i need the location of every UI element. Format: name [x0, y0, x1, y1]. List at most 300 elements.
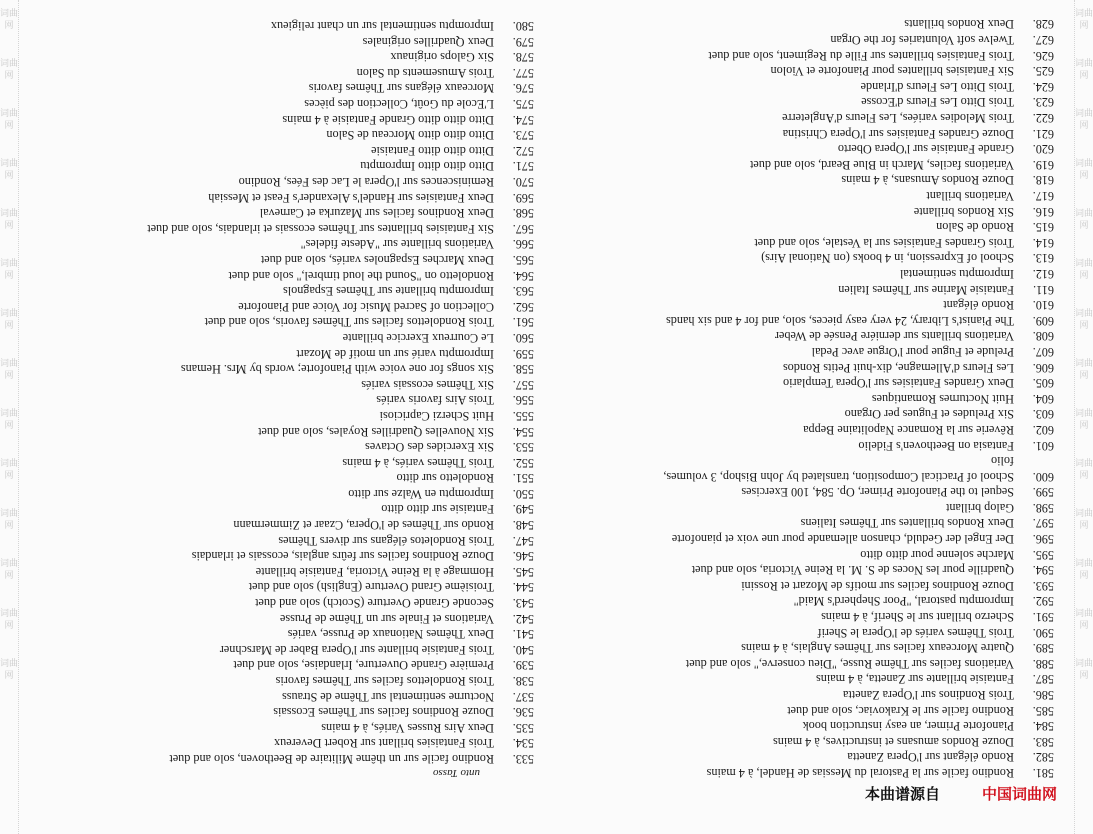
- opus-number: 612.: [1032, 267, 1054, 281]
- work-title: Trois Fantaisies brillant sur Robert Devereux: [274, 736, 494, 751]
- opus-number: 553.: [512, 440, 534, 455]
- opus-number: 535.: [512, 720, 534, 735]
- opus-number: 533.: [512, 752, 534, 766]
- opus-number: 598.: [1032, 500, 1054, 515]
- opus-number: 606.: [1032, 360, 1054, 375]
- opus-number: 546.: [512, 549, 534, 564]
- opus-number: [1014, 453, 1054, 469]
- catalogue-entry: [534, 219, 1054, 235]
- work-title: Trois Grandes Fantaisies sur la Vestale, solo and duet: [754, 235, 1014, 250]
- opus-number: 536.: [512, 705, 534, 720]
- edge-watermark-mark: 词曲网: [0, 609, 19, 631]
- work-title: Deux Thêmes Nationaux de Prusse, variés: [287, 627, 494, 642]
- opus-number: 554.: [512, 424, 534, 439]
- work-title: Ditto ditto ditto Grande Fantaisie à 4 mains: [282, 112, 494, 127]
- catalogue-entry: [14, 111, 534, 127]
- work-title: Deux Airs Russes Variés, à 4 mains: [321, 720, 494, 735]
- work-title: Scherzo brillant sur le Sherif, à 4 mains: [821, 610, 1014, 625]
- opus-number: 542.: [512, 611, 534, 626]
- opus-number: 582.: [1032, 750, 1054, 765]
- edge-watermark-mark: 词曲网: [1075, 159, 1093, 181]
- catalogue-entry: [534, 749, 1054, 765]
- catalogue-entry: [534, 172, 1054, 188]
- opus-number: 593.: [1032, 578, 1054, 593]
- catalogue-entry: [534, 32, 1054, 48]
- catalogue-entry: [534, 297, 1054, 313]
- catalogue-entry: [534, 63, 1054, 79]
- catalogue-entry: [14, 719, 534, 735]
- opus-number: 599.: [1032, 485, 1054, 500]
- catalogue-entry: [14, 345, 534, 361]
- catalogue-entry: [534, 624, 1054, 640]
- opus-number: 538.: [512, 674, 534, 689]
- work-title: Six Galops originaux: [390, 50, 494, 65]
- catalogue-entry: [534, 78, 1054, 94]
- opus-number: 596.: [1032, 532, 1054, 547]
- catalogue-entry: [534, 359, 1054, 375]
- work-title: Twelve soft Voluntaries for the Organ: [830, 33, 1014, 48]
- opus-number: 575.: [512, 97, 534, 112]
- edge-watermark-mark: 词曲网: [1075, 559, 1093, 581]
- work-title: Deux Quadrilles originales: [362, 34, 494, 49]
- opus-number: 619.: [1032, 157, 1054, 172]
- work-title: Ditto ditto ditto Impromptu: [360, 159, 494, 174]
- work-title: Der Engel der Geduld, chanson allemande pour une voix et pianoforte: [671, 532, 1014, 547]
- opus-number: 569.: [512, 190, 534, 205]
- opus-number: 565.: [512, 253, 534, 267]
- work-title: Deux Marches Espagnoles variés, solo and duet: [260, 253, 494, 267]
- opus-number: 626.: [1032, 48, 1054, 63]
- catalogue-entry: [534, 515, 1054, 531]
- opus-number: 605.: [1032, 376, 1054, 391]
- work-title: Variations brillante sur "Adeste fideles": [300, 237, 494, 252]
- edge-watermark-mark: 词曲网: [0, 459, 19, 481]
- work-title: Rondino facile sur le Krakoviac, solo and duet: [787, 703, 1014, 718]
- work-title: Variations brillants sur derniére Pensée de Weber: [774, 329, 1014, 344]
- work-title: School of Practical Composition, translated by John Bishop, 3 volumes,: [663, 469, 1014, 484]
- opus-number: 547.: [512, 533, 534, 548]
- work-title: Les Fleurs d'Allemagne, dix-huit Petits Rondos: [782, 360, 1014, 375]
- work-title: Six Rondos brillante: [913, 204, 1014, 219]
- work-title: Trois Fantaisies brillantes sur Fille du Regiment, solo and duet: [708, 48, 1014, 63]
- work-title: Galop brillant: [945, 500, 1014, 515]
- opus-number: 589.: [1032, 641, 1054, 656]
- edge-watermark-mark: 词曲网: [1075, 209, 1093, 231]
- edge-watermark-mark: 词曲网: [0, 259, 19, 281]
- opus-number: 592.: [1032, 594, 1054, 609]
- catalogue-entry: [14, 750, 534, 766]
- right-edge-watermark-strip: [1074, 0, 1093, 834]
- edge-watermark-mark: 词曲网: [1075, 509, 1093, 531]
- catalogue-entry: [534, 265, 1054, 281]
- work-title: Variations faciles, March in Blue Beard, solo and duet: [750, 157, 1014, 172]
- opus-number: 581.: [1032, 766, 1054, 780]
- catalogue-entry: [534, 593, 1054, 609]
- catalogue-entry: [14, 501, 534, 517]
- work-title: Quadrille pour les Noces de S. M. la Reine Victoria, solo and duet: [691, 563, 1014, 578]
- edge-watermark-mark: 词曲网: [0, 409, 19, 431]
- catalogue-entry: [534, 141, 1054, 157]
- catalogue-entry: [534, 312, 1054, 328]
- opus-number: 595.: [1032, 547, 1054, 562]
- catalogue-entry: [14, 298, 534, 314]
- work-title: Rondo sur Thêmes de l'Opera, Czaar et Zimmermann: [233, 518, 494, 533]
- edge-watermark-mark: 词曲网: [1075, 409, 1093, 431]
- opus-number: 572.: [512, 143, 534, 158]
- edge-watermark-mark: 词曲网: [0, 159, 19, 181]
- opus-number: 567.: [512, 221, 534, 236]
- catalogue-entry: [14, 626, 534, 642]
- opus-number: 539.: [512, 658, 534, 673]
- catalogue-entry: [14, 189, 534, 205]
- work-title: Fantaisie brillante sur Zanetta, à 4 mains: [816, 672, 1014, 687]
- catalogue-entry: [14, 267, 534, 283]
- edge-watermark-mark: 词曲网: [1075, 609, 1093, 631]
- work-title: Première Grande Ouverture, Irlandaise, solo and duet: [233, 658, 494, 673]
- work-title: Fantasia on Beethoven's Fidelio: [858, 438, 1014, 453]
- catalogue-entry: [534, 655, 1054, 671]
- catalogue-entry: [14, 641, 534, 657]
- catalogue-entry: [534, 499, 1054, 515]
- opus-number: 615.: [1032, 220, 1054, 235]
- catalogue-entry: [534, 16, 1054, 32]
- edge-watermark-mark: 词曲网: [1075, 309, 1093, 331]
- work-title: Trois Ditto Les Fleurs d'Ecosse: [861, 95, 1014, 110]
- catalogue-entry: [534, 640, 1054, 656]
- work-title: Le Courreux Exercice brillante: [342, 330, 494, 345]
- watermark-source-text: 本曲谱源自: [864, 785, 940, 803]
- catalogue-entry: [534, 546, 1054, 562]
- work-title: Douze Rondinos faciles sur Thêmes Ecossais: [273, 705, 494, 720]
- catalogue-entry: [534, 702, 1054, 718]
- catalogue-entry: [14, 407, 534, 423]
- catalogue-entry: [534, 47, 1054, 63]
- opus-number: 604.: [1032, 391, 1054, 406]
- work-title: Douze Grandes Fantaisies sur l'Opera Christina: [782, 126, 1014, 141]
- catalogue-entry: [534, 562, 1054, 578]
- catalogue-entry: [14, 392, 534, 408]
- work-title: Huit Nocturnes Romantiques: [871, 391, 1014, 406]
- work-title: Trois Thêmes variés de l'Opera le Sherif: [817, 625, 1014, 640]
- opus-number: 621.: [1032, 126, 1054, 141]
- work-title: Ditto ditto ditto Morceau de Salon: [326, 128, 494, 143]
- opus-number: 617.: [1032, 189, 1054, 204]
- opus-number: 566.: [512, 237, 534, 252]
- opus-number: 548.: [512, 518, 534, 533]
- edge-watermark-mark: 词曲网: [1075, 9, 1093, 31]
- work-title: Variations brillant: [926, 189, 1014, 204]
- edge-watermark-mark: 词曲网: [0, 659, 19, 681]
- opus-number: 551.: [512, 471, 534, 486]
- catalogue-entry: [14, 735, 534, 751]
- opus-number: 541.: [512, 627, 534, 642]
- work-title: Six Fantaisies brillantes pour Pianoforte et Violon: [770, 64, 1014, 79]
- opus-number: 550.: [512, 486, 534, 501]
- catalogue-entry: [14, 594, 534, 610]
- opus-number: 622.: [1032, 111, 1054, 126]
- edge-watermark-mark: 词曲网: [1075, 109, 1093, 131]
- continued-heading: unto Tasso: [433, 767, 480, 779]
- opus-number: 558.: [512, 362, 534, 377]
- catalogue-entry: [14, 158, 534, 174]
- opus-number: 616.: [1032, 204, 1054, 219]
- catalogue-entry: [534, 453, 1054, 469]
- opus-number: 555.: [512, 408, 534, 423]
- opus-number: 603.: [1032, 407, 1054, 422]
- catalogue-entry: [14, 454, 534, 470]
- catalogue-entry: [14, 142, 534, 158]
- opus-number: 573.: [512, 128, 534, 143]
- catalogue-entry: [14, 704, 534, 720]
- opus-number: 586.: [1032, 688, 1054, 703]
- catalogue-entry: [14, 610, 534, 626]
- work-title: Impromptu varié sur un motif de Mozart: [296, 346, 494, 361]
- opus-number: 585.: [1032, 703, 1054, 718]
- work-title: Six Nouvelles Quadrilles Royales, solo and duet: [258, 424, 494, 439]
- work-title: Rondo élégant: [943, 298, 1014, 313]
- catalogue-entry: [14, 220, 534, 236]
- work-title: Rondino facile sur un thême Militaire de Beethoven, solo and duet: [169, 752, 494, 766]
- catalogue-entry: [534, 250, 1054, 266]
- work-title: Fantaisie sur ditto ditto: [381, 502, 494, 517]
- work-title: Impromptu sentimental sur un chant religieux: [270, 19, 494, 34]
- catalogue-entry: [14, 33, 534, 49]
- catalogue-entry: [14, 314, 534, 330]
- catalogue-entry: [14, 95, 534, 111]
- work-title: Impromptu en Walze sur ditto: [348, 486, 494, 501]
- work-title: Rondoletto sur ditto: [396, 471, 494, 486]
- opus-number: 563.: [512, 284, 534, 299]
- work-title: Six Fantaisies brillantes sur Thêmes ecossais et irlandais, solo and duet: [147, 221, 494, 236]
- catalogue-entry: [534, 125, 1054, 141]
- opus-number: 600.: [1032, 469, 1054, 484]
- site-watermark: [865, 783, 1057, 804]
- edge-watermark-mark: 词曲网: [1075, 359, 1093, 381]
- work-title: Trois Ditto Les Fleurs d'Irlande: [860, 79, 1014, 94]
- opus-number: 577.: [512, 65, 534, 80]
- catalogue-entry: [534, 733, 1054, 749]
- work-title: Deux Grandes Fantaisies sur l'Opera Templario: [783, 376, 1014, 391]
- opus-number: 534.: [512, 736, 534, 751]
- catalogue-entry: [534, 390, 1054, 406]
- catalogue-entry: [534, 718, 1054, 734]
- catalogue-column-left: [534, 16, 1054, 780]
- work-title: Ditto ditto ditto Fantaisie: [371, 143, 494, 158]
- opus-number: 556.: [512, 393, 534, 408]
- opus-number: 601.: [1032, 438, 1054, 453]
- edge-watermark-mark: 词曲网: [0, 59, 19, 81]
- catalogue-entry: [14, 80, 534, 96]
- opus-number: 614.: [1032, 235, 1054, 250]
- catalogue-entry: [14, 361, 534, 377]
- catalogue-entry: [14, 329, 534, 345]
- work-title: Douze Rondinos faciles sur feûrs anglais, ecossais et irlandais: [191, 549, 494, 564]
- work-title: Rondo de Salon: [936, 220, 1014, 235]
- catalogue-entry: [14, 688, 534, 704]
- catalogue-entry: [534, 764, 1054, 780]
- work-title: Douze Rondos Amusans, à 4 mains: [841, 173, 1014, 188]
- opus-number: 560.: [512, 330, 534, 345]
- opus-number: 613.: [1032, 251, 1054, 266]
- catalogue-entry: [534, 156, 1054, 172]
- work-title: Deux Fantaisies sur Handel's Alexander's Feast et Messiah: [208, 190, 494, 205]
- work-title: Trois Thêmes variés, à 4 mains: [342, 455, 494, 470]
- opus-number: 591.: [1032, 610, 1054, 625]
- work-title: Trois Rondolettos faciles sur Thêmes favoris: [275, 674, 494, 689]
- work-title: Impromptu brillante sur Thêmes Espagnols: [283, 284, 494, 299]
- work-title: Rondoletto on "Sound the loud timbrel," solo and duet: [228, 268, 494, 283]
- opus-number: 559.: [512, 346, 534, 361]
- catalogue-entry: [14, 127, 534, 143]
- work-title: Variations et Finale sur un Thême de Prusse: [279, 611, 494, 626]
- work-title: Pianoforte Primer, an easy instruction book: [802, 719, 1014, 734]
- catalogue-entry: [534, 671, 1054, 687]
- opus-number: 578.: [512, 50, 534, 65]
- work-title: Troisième Grand Overture (English) solo and duet: [248, 580, 494, 595]
- catalogue-column-right: [14, 18, 534, 781]
- work-title: L'Ecole du Goût, Collection des pièces: [304, 97, 494, 112]
- opus-number: 562.: [512, 299, 534, 314]
- edge-watermark-mark: 词曲网: [0, 209, 19, 231]
- catalogue-entry: [534, 234, 1054, 250]
- opus-number: 590.: [1032, 625, 1054, 640]
- opus-number: 544.: [512, 580, 534, 595]
- work-title: Impromptu pastoral, "Poor Shepherd's Maid": [793, 594, 1014, 609]
- catalogue-entry: [14, 657, 534, 673]
- opus-number: 610.: [1032, 298, 1054, 313]
- opus-number: 583.: [1032, 734, 1054, 749]
- work-title: Trois Rondolettos faciles sur Thêmes favoris, solo and duet: [204, 315, 494, 330]
- catalogue-entry: [14, 173, 534, 189]
- opus-number: 570.: [512, 175, 534, 190]
- opus-number: 580.: [512, 19, 534, 34]
- catalogue-entry: [534, 343, 1054, 359]
- work-title: Douze Rondinos faciles sur motifs de Mozart et Rossini: [741, 578, 1014, 593]
- catalogue-entry: [534, 608, 1054, 624]
- opus-number: 587.: [1032, 672, 1054, 687]
- work-title: Collection of Sacred Music for Voice and Pianoforte: [238, 299, 494, 314]
- opus-number: 627.: [1032, 33, 1054, 48]
- catalogue-entry: [534, 421, 1054, 437]
- work-title: Rondo élégant sur l'Opera Zanetta: [847, 750, 1014, 765]
- work-title: Seconde Grande Overture (Scotch) solo and duet: [255, 596, 494, 611]
- work-title: Grande Fantaisie sur l'Opera Oberto: [837, 142, 1014, 157]
- opus-number: 594.: [1032, 563, 1054, 578]
- catalogue-entry: [14, 672, 534, 688]
- work-title: Impromptu sentimental: [899, 267, 1014, 281]
- work-title: Trois Rondinos sur l'Opera Zanetta: [843, 688, 1014, 703]
- work-title: Marche solenne pour ditto ditto: [860, 547, 1014, 562]
- opus-number: 625.: [1032, 64, 1054, 79]
- catalogue-entry: [14, 517, 534, 533]
- edge-watermark-mark: 词曲网: [0, 309, 19, 331]
- opus-number: 588.: [1032, 656, 1054, 671]
- catalogue-entry: [534, 468, 1054, 484]
- edge-watermark-mark: 词曲网: [0, 109, 19, 131]
- opus-number: 574.: [512, 112, 534, 127]
- work-title: Quatre Morceaux faciles sur Thêmes Anglais, à 4 mains: [741, 641, 1014, 656]
- edge-watermark-mark: 词曲网: [1075, 659, 1093, 681]
- opus-number: 576.: [512, 81, 534, 96]
- work-title: Trois Fantaisie brillante sur l'Opera Baber de Marschner: [219, 642, 494, 657]
- catalogue-entry: [534, 328, 1054, 344]
- opus-number: 549.: [512, 502, 534, 517]
- opus-number: 561.: [512, 315, 534, 330]
- work-title: Trois Amusements du Salon: [356, 65, 494, 80]
- work-title: Deux Rondos brillantes sur Thêmes Italiens: [800, 516, 1014, 531]
- catalogue-entry: [534, 437, 1054, 453]
- catalogue-entry: [14, 439, 534, 455]
- catalogue-entry: [534, 94, 1054, 110]
- work-title: Rêverie sur la Romance Napolitaine Beppa: [803, 422, 1014, 437]
- catalogue-entry: [534, 187, 1054, 203]
- edge-watermark-mark: 词曲网: [1075, 259, 1093, 281]
- work-title: School of Expression, in 4 books (on National Airs): [761, 251, 1014, 266]
- edge-watermark-mark: 词曲网: [1075, 459, 1093, 481]
- opus-number: 537.: [512, 689, 534, 704]
- catalogue-entry: [14, 548, 534, 564]
- edge-watermark-mark: 词曲网: [0, 9, 19, 31]
- edge-watermark-mark: 词曲网: [0, 509, 19, 531]
- catalogue-entry: [14, 205, 534, 221]
- work-title: Six Preludes et Fugues per Organo: [844, 407, 1014, 422]
- work-title: Prelude et Fugue pour l'Orgue avec Pedal: [811, 344, 1014, 359]
- edge-watermark-mark: 词曲网: [0, 359, 19, 381]
- catalogue-entry: [14, 423, 534, 439]
- opus-number: 557.: [512, 377, 534, 392]
- catalogue-entry: [14, 251, 534, 267]
- opus-number: 584.: [1032, 719, 1054, 734]
- opus-number: 628.: [1032, 17, 1054, 32]
- opus-number: 568.: [512, 206, 534, 221]
- work-title: Trois Melodies variées, Les Fleurs d'Angleterre: [782, 111, 1014, 126]
- work-title: The Pianist's Library, 24 very easy pieces, solo, and for 4 and six hands: [666, 313, 1014, 328]
- work-title: Deux Rondos brillants: [904, 17, 1014, 32]
- catalogue-entry: [14, 64, 534, 80]
- work-title: Six Exercides des Octaves: [365, 440, 494, 455]
- catalogue-entry: [14, 18, 534, 34]
- work-title: Hommage à la Reine Victoria, Fantaisie brillante: [255, 564, 494, 579]
- work-title: Morceaux élégans sur Thêmes favoris: [308, 81, 494, 96]
- work-title: Trois Rondoletos élégans sur divers Thêmes: [278, 533, 494, 548]
- opus-number: 624.: [1032, 79, 1054, 94]
- opus-number: 597.: [1032, 516, 1054, 531]
- work-title: Deux Rondinos faciles sur Mazurka et Carneval: [259, 206, 494, 221]
- catalogue-entry: [534, 406, 1054, 422]
- opus-number: 540.: [512, 642, 534, 657]
- catalogue-entry: [14, 579, 534, 595]
- opus-number: 543.: [512, 596, 534, 611]
- opus-number: 579.: [512, 34, 534, 49]
- catalogue-entry: [14, 376, 534, 392]
- catalogue-entry: [14, 470, 534, 486]
- opus-number: 620.: [1032, 142, 1054, 157]
- edge-watermark-mark: 词曲网: [1075, 59, 1093, 81]
- work-title: Sequel to the Pianoforte Primer, Op. 584, 100 Exercises: [741, 485, 1014, 500]
- opus-number: 611.: [1033, 282, 1054, 297]
- upside-down-catalogue-scan: [22, 18, 1074, 798]
- catalogue-entry: [14, 283, 534, 299]
- work-title: Reminiscences sur l'Opera le Lac des Fées, Rondino: [238, 175, 494, 190]
- watermark-site-name: 中国词曲网: [981, 785, 1057, 803]
- work-title: Nocturne sentimental sur Thême de Strauss: [282, 689, 494, 704]
- edge-watermark-mark: 词曲网: [0, 559, 19, 581]
- catalogue-entry: [534, 203, 1054, 219]
- catalogue-entry: [534, 484, 1054, 500]
- catalogue-entry: [534, 577, 1054, 593]
- opus-number: 545.: [512, 564, 534, 579]
- work-title: Rondino facile sur la Pastoral du Messias de Handel, à 4 mains: [706, 766, 1014, 780]
